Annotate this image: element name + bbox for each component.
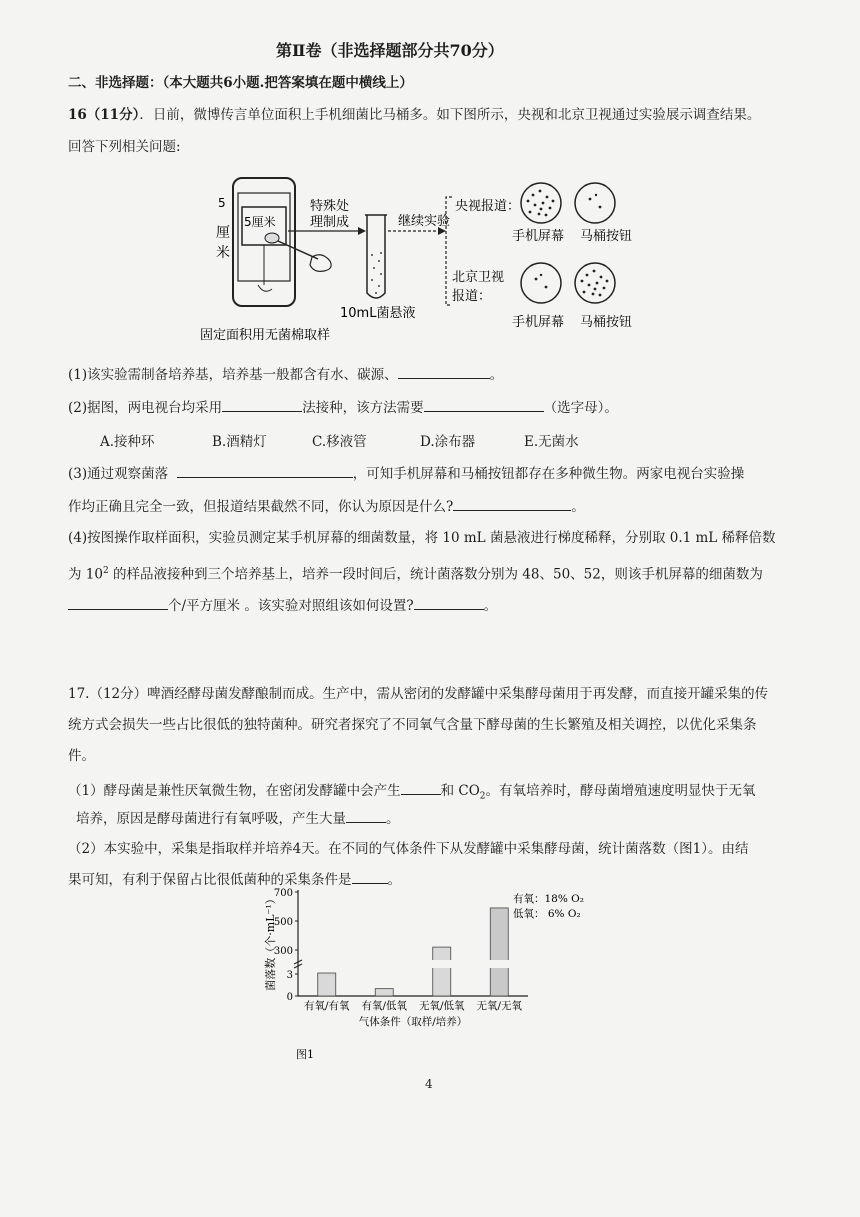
option-c: C.移液管 [312,434,367,450]
q16-part4-text-b: 的样品液接种到三个培养基上，培养一段时间后，统计菌落数分别为 48、50、52，则该手机屏幕的细菌数为 [108,566,763,583]
q17-part1-line2 [76,808,400,828]
answer-blank-2[interactable] [222,397,302,412]
q16-part1-end: 。 [489,367,504,383]
option-a: A.接种环 [100,434,155,450]
q17-line1: 17.（12分）啤酒经酵母菌发酵酿制而成。生产中，需从密闭的发酵罐中采集酵母菌用于再发酵，而直接开罐采集的传 [68,686,769,702]
answer-blank-5[interactable] [453,496,571,511]
q16-prompt: 回答下列相关问题: [68,139,181,155]
bar-break-2 [432,960,452,968]
legend-entry: 低氧： 6% O₂ [513,908,581,920]
q16-part4-line3 [68,595,497,615]
q16-part2-text-c: （选字母）。 [543,400,618,416]
q17-part2-text: 果可知，有利于保留占比很低菌种的采集条件是 [68,872,352,888]
q16-experiment-figure [200,175,660,345]
q16-part4-line1: (4)按图操作取样面积，实验员测定某手机屏幕的细菌数量，将 10 mL 菌悬液进行梯度稀释，分别取 0.1 mL 稀释倍数 [68,530,776,546]
cctv-phone-dish [521,183,561,223]
q17-part1-text-c: 。有氧培养时，酵母菌增殖速度明显快于无氧 [485,783,756,799]
cctv-label: 央视报道： [455,199,521,214]
q16-part3-line2 [68,496,585,516]
x-tick-label: 有氧/低氧 [361,1000,408,1012]
x-axis-label: 气体条件（取样/培养） [358,1016,468,1028]
process-label-2: 理制成 [310,215,350,230]
q16-part4-sup: 2 [102,566,109,576]
q16-part1 [68,364,503,384]
x-tick-label: 无氧/低氧 [418,1000,465,1012]
bjtv-toilet-dish [575,263,615,303]
q17-part2-end: 。 [387,872,401,888]
q17-part1 [68,780,756,806]
q17-line2: 统方式会损失一些占比很低的独特菌种。研究者探究了不同氧气含量下酵母菌的生长繁殖及相关调控，以优化采集条 [68,717,757,733]
q17-part1-end: 。 [386,811,400,827]
y-axis-label: 菌落数（个·mL⁻¹） [264,893,277,991]
page-number: 4 [425,1077,433,1091]
q16-intro-line [68,106,760,124]
tube-label: 10mL菌悬液 [340,306,416,321]
cctv-toilet-dish [575,183,615,223]
q16-part4-end: 。 [483,598,498,614]
cotton-swab-tip [265,233,279,243]
answer-blank-1[interactable] [398,364,490,379]
y-tick-label: 3 [286,970,293,981]
option-d: D.涂布器 [420,434,476,450]
bar-1 [375,989,393,996]
option-e: E.无菌水 [524,434,579,450]
q17-part1-text-a: （1）酵母菌是兼性厌氧微生物，在密闭发酵罐中会产生 [68,783,401,799]
q16-part3-text-a: (3)通过观察菌落 [68,466,169,482]
side-label-unit-1: 厘 [216,225,230,241]
legend-entry: 有氧：18% O₂ [513,893,584,905]
process-label-1: 特殊处 [310,199,350,214]
side-label-unit-2: 米 [216,245,230,261]
answer-blank-9[interactable] [346,808,386,823]
q16-part3-text-b: ，可知手机屏幕和马桶按钮都存在多种微生物。两家电视台实验操 [352,466,745,482]
y-tick-label: 700 [273,888,293,899]
q16-part2-text-a: (2)据图，两电视台均采用 [68,400,223,416]
q17-line3: 件。 [68,748,95,764]
q16-part2-text-b: 法接种，该方法需要 [302,400,424,416]
y-tick-label: 500 [273,917,293,928]
continue-label: 继续实验 [398,214,451,229]
q16-part4-text-c: 个/平方厘米 。该实验对照组该如何设置? [168,598,414,614]
bar-0 [318,973,336,996]
q17-part1-text-d: 培养，原因是酵母菌进行有氧呼吸，产生大量 [76,811,346,827]
bjtv-label-2: 报道： [452,289,492,304]
bjtv-toilet-label: 马桶按钮 [580,315,633,330]
q17-part2-line1: （2）本实验中，采集是指取样并培养4天。在不同的气体条件下从发酵罐中采集酵母菌，统计菌落数（图1）。由结 [68,841,749,857]
q16-part3-end: 。 [571,499,585,515]
test-tube [367,215,385,298]
y-tick-label: 300 [273,946,293,957]
q16-part2 [68,397,618,417]
square-label: 5厘米 [244,215,276,229]
q16-part3 [68,463,744,483]
answer-blank-4[interactable] [177,463,353,478]
option-b: B.酒精灯 [212,434,267,450]
cctv-phone-label: 手机屏幕 [512,229,565,244]
bar-break-3 [489,960,509,968]
bar-2 [433,947,451,996]
q16-intro: ．日前，微博传言单位面积上手机细菌比马桶多。如下图所示，央视和北京卫视通过实验展示调查结果。 [139,107,761,123]
x-tick-label: 无氧/无氧 [476,1000,523,1012]
bar-3 [490,908,508,996]
q16-number: 16（11分） [68,107,140,123]
x-tick-label: 有氧/有氧 [303,1000,350,1012]
answer-blank-8[interactable] [401,780,441,795]
tube-suspension [371,252,382,294]
q16-part4-text-a: 为 10 [68,566,103,583]
bjtv-label-1: 北京卫视 [452,270,505,285]
side-label-num: 5 [218,196,226,210]
part-title: 二、非选择题：（本大题共6小题.把答案填在题中横线上） [68,75,413,91]
answer-blank-6[interactable] [68,595,168,610]
bjtv-phone-label: 手机屏幕 [512,315,565,330]
answer-blank-7[interactable] [414,595,484,610]
q16-part3-text-c: 作均正确且完全一致，但报道结果截然不同，你认为原因是什么? [68,499,454,515]
q16-part1-text: (1)该实验需制备培养基，培养基一般都含有水、碳源、 [68,367,398,383]
q16-part4-line2 [68,562,763,584]
answer-blank-3[interactable] [424,397,544,412]
y-tick-label: 0 [286,992,293,1003]
section-title: 第Ⅱ卷（非选择题部分共70分） [276,41,504,60]
cotton-swab-stick [278,241,318,259]
bjtv-phone-dish [521,263,561,303]
chart-caption: 图1 [296,1048,314,1061]
q17-part1-sub: 2 [479,791,486,802]
cctv-toilet-label: 马桶按钮 [580,229,633,244]
figure-caption: 固定面积用无菌棉取样 [200,328,331,343]
colony-count-chart [258,882,598,1062]
q17-part1-text-b: 和 CO [440,783,480,799]
